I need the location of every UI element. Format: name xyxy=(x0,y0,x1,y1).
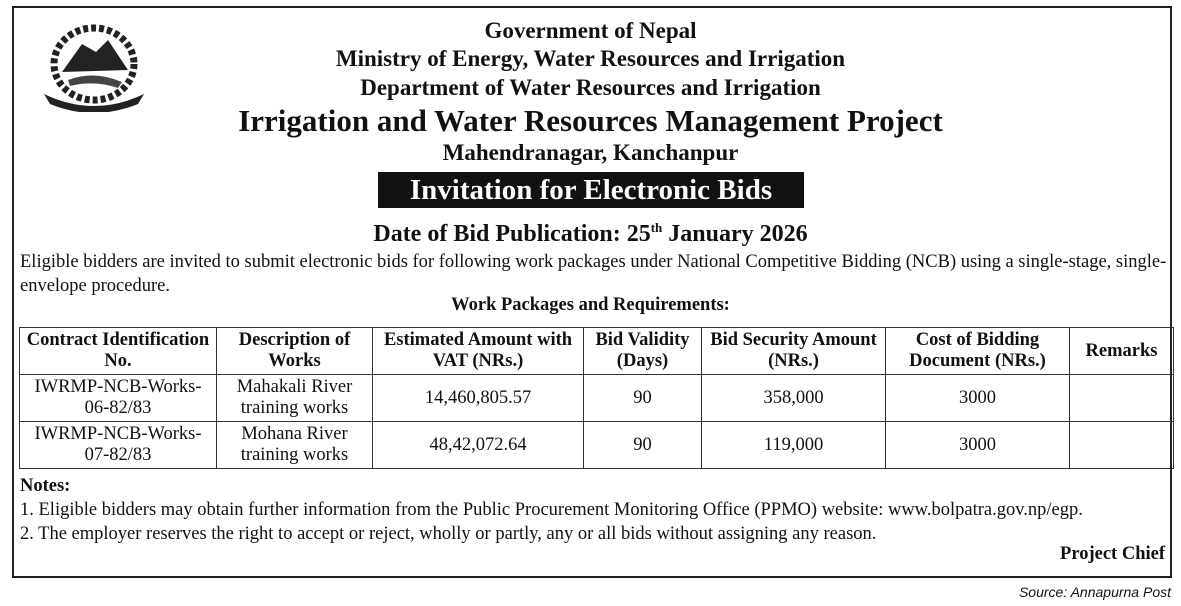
cell: 90 xyxy=(584,375,702,422)
notice-title: Invitation for Electronic Bids xyxy=(378,172,804,208)
col-header: Bid Security Amount (NRs.) xyxy=(702,328,886,375)
col-header: Estimated Amount with VAT (NRs.) xyxy=(373,328,584,375)
table-title: Work Packages and Requirements: xyxy=(451,295,730,315)
source-credit: Source: Annapurna Post xyxy=(1018,584,1171,600)
cell: 14,460,805.57 xyxy=(373,375,584,422)
publication-date: Date of Bid Publication: 25th January 2026 xyxy=(373,220,808,247)
col-header: Description of Works xyxy=(217,328,373,375)
cell: 3000 xyxy=(886,375,1070,422)
col-header: Contract Identification No. xyxy=(20,328,217,375)
note-item: 2. The employer reserves the right to accept or reject, wholly or partly, any or all bids without assigning any reason. xyxy=(20,524,877,544)
cell xyxy=(1070,375,1174,422)
cell: IWRMP-NCB-Works-06-82/83 xyxy=(20,375,217,422)
notes-label: Notes: xyxy=(20,476,71,496)
cell: IWRMP-NCB-Works-07-82/83 xyxy=(20,422,217,469)
cell: 48,42,072.64 xyxy=(373,422,584,469)
table-header-row xyxy=(20,328,1174,375)
intro-paragraph: Eligible bidders are invited to submit electronic bids for following work packages under National Competitive Bidding (NCB) using a single-stage, single-envelope procedure. xyxy=(20,252,1167,296)
signatory: Project Chief xyxy=(1060,544,1165,564)
cell: 119,000 xyxy=(702,422,886,469)
cell: 358,000 xyxy=(702,375,886,422)
notes xyxy=(20,474,1083,546)
note-item: 1. Eligible bidders may obtain further information from the Public Procurement Monitoring Office (PPMO) website: www.bolpatra.gov.np/egp. xyxy=(20,500,1083,520)
table-row xyxy=(20,375,1174,422)
work-packages-table xyxy=(19,327,1174,469)
cell xyxy=(1070,422,1174,469)
cell: Mohana River training works xyxy=(217,422,373,469)
cell: Mahakali River training works xyxy=(217,375,373,422)
ministry-line: Ministry of Energy, Water Resources and Irrigation xyxy=(335,46,846,71)
col-header: Remarks xyxy=(1070,328,1174,375)
location: Mahendranagar, Kanchanpur xyxy=(442,140,739,165)
project-name: Irrigation and Water Resources Management Project xyxy=(238,103,943,138)
govt-line: Government of Nepal xyxy=(484,18,697,43)
department-line: Department of Water Resources and Irrigation xyxy=(360,75,821,100)
cell: 90 xyxy=(584,422,702,469)
col-header: Cost of Bidding Document (NRs.) xyxy=(886,328,1070,375)
cell: 3000 xyxy=(886,422,1070,469)
col-header: Bid Validity (Days) xyxy=(584,328,702,375)
table-row xyxy=(20,422,1174,469)
